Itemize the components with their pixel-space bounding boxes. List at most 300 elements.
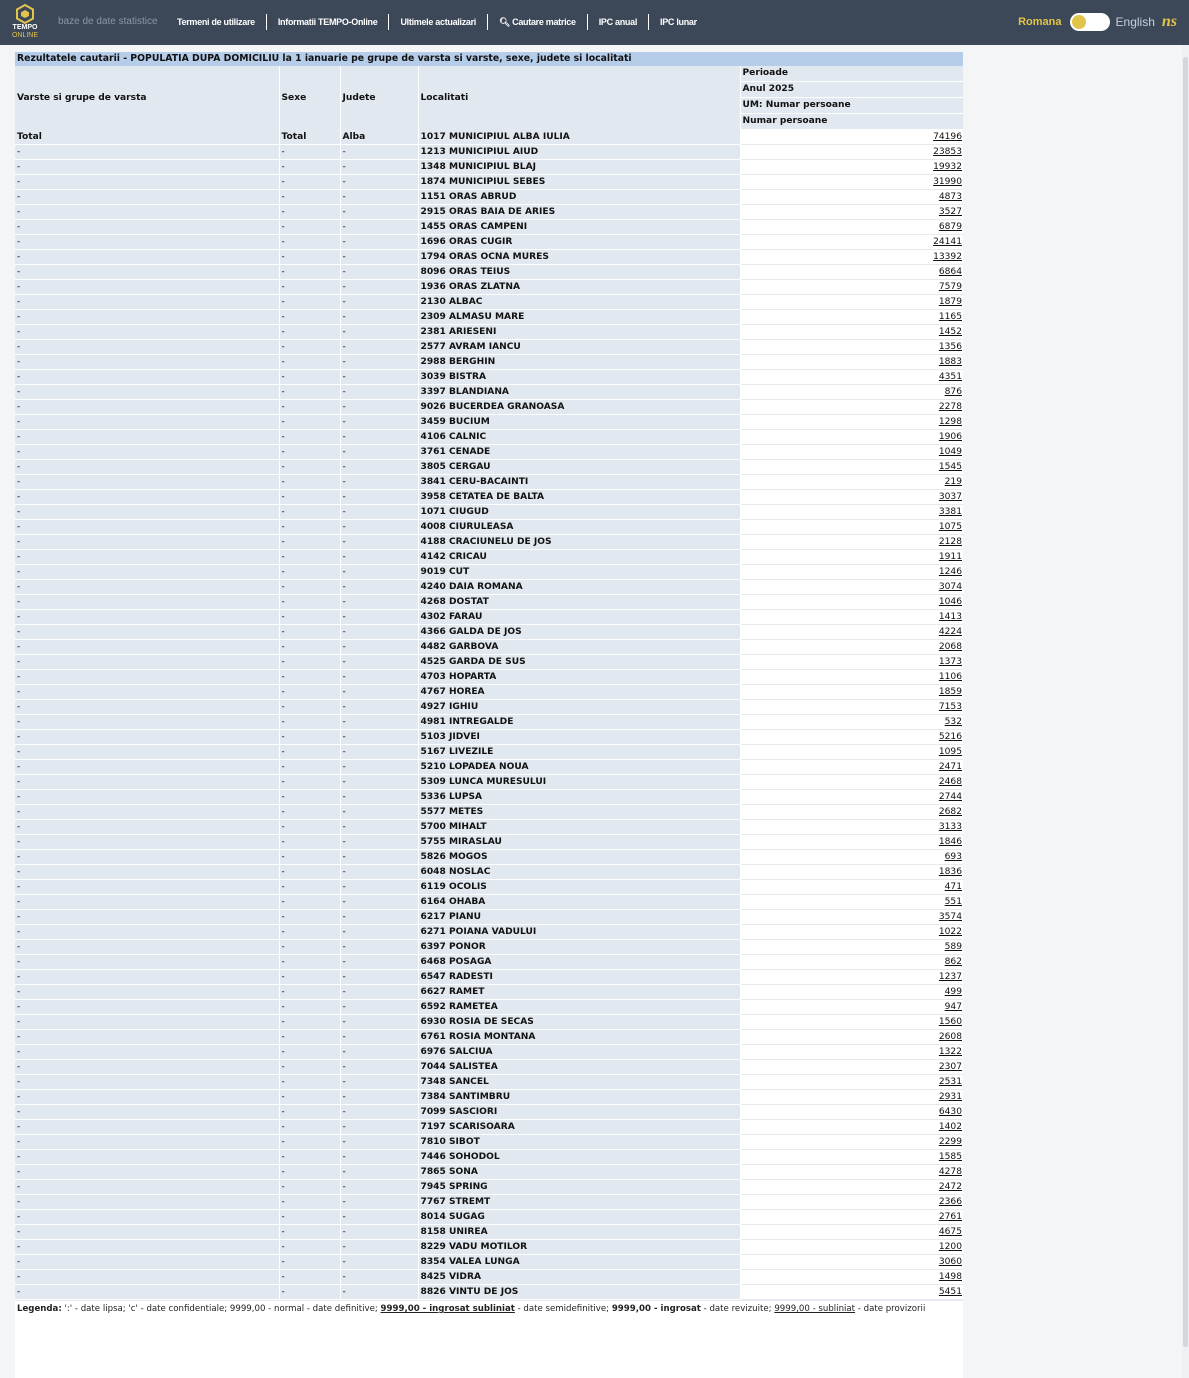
value-cell: [740, 385, 963, 400]
value-cell: [740, 1225, 963, 1240]
county-cell: -: [340, 835, 418, 850]
value-link[interactable]: 13392: [933, 252, 962, 262]
value-link[interactable]: 1046: [938, 597, 962, 607]
locality-cell: 1348 MUNICIPIUL BLAJ: [418, 160, 740, 175]
value-link[interactable]: 2307: [938, 1062, 962, 1072]
sex-cell: -: [279, 1150, 340, 1165]
locality-cell: 2577 AVRAM IANCU: [418, 340, 740, 355]
value-link[interactable]: 2299: [938, 1137, 962, 1147]
value-cell: [740, 1165, 963, 1180]
value-cell: [740, 985, 963, 1000]
locality-cell: 5210 LOPADEA NOUA: [418, 760, 740, 775]
language-english[interactable]: English: [1115, 15, 1155, 29]
table-row: [15, 235, 963, 250]
scrollbar-thumb[interactable]: [1183, 57, 1188, 1347]
value-link[interactable]: 1498: [938, 1272, 962, 1282]
age-cell: -: [15, 985, 279, 1000]
value-link[interactable]: 1373: [938, 657, 962, 667]
value-cell: [740, 625, 963, 640]
nav-ipc-monthly[interactable]: IPC lunar: [660, 17, 697, 27]
age-cell: -: [15, 940, 279, 955]
value-link[interactable]: 499: [944, 987, 962, 997]
county-cell: -: [340, 235, 418, 250]
value-link[interactable]: 1022: [938, 927, 962, 937]
value-link[interactable]: 1883: [938, 357, 962, 367]
col-header-sex: Sexe: [279, 66, 340, 130]
sex-cell: -: [279, 1105, 340, 1120]
county-cell: -: [340, 970, 418, 985]
sex-cell: -: [279, 565, 340, 580]
value-link[interactable]: 2468: [938, 777, 962, 787]
value-link[interactable]: 4278: [938, 1167, 962, 1177]
nav-terms-of-use[interactable]: Termeni de utilizare: [177, 17, 255, 27]
value-link[interactable]: 1585: [938, 1152, 962, 1162]
locality-cell: 1874 MUNICIPIUL SEBES: [418, 175, 740, 190]
value-link[interactable]: 1413: [938, 612, 962, 622]
legend-bold-underlined: 9999,00 - ingrosat subliniat: [380, 1304, 515, 1314]
age-cell: -: [15, 190, 279, 205]
value-link[interactable]: 1911: [938, 552, 962, 562]
county-cell: -: [340, 685, 418, 700]
age-cell: -: [15, 520, 279, 535]
age-cell: -: [15, 355, 279, 370]
county-cell: -: [340, 880, 418, 895]
value-link[interactable]: 5451: [938, 1287, 962, 1297]
age-cell: -: [15, 295, 279, 310]
age-cell: -: [15, 700, 279, 715]
nav-latest-updates[interactable]: Ultimele actualizari: [400, 17, 477, 27]
locality-cell: 1213 MUNICIPIUL AIUD: [418, 145, 740, 160]
sex-cell: -: [279, 235, 340, 250]
value-link[interactable]: 24141: [933, 237, 962, 247]
sex-cell: -: [279, 490, 340, 505]
value-link[interactable]: 471: [944, 882, 962, 892]
age-cell: -: [15, 655, 279, 670]
value-link[interactable]: 2128: [938, 537, 962, 547]
table-row: [15, 670, 963, 685]
value-link[interactable]: 74196: [933, 132, 962, 142]
locality-cell: 4525 GARDA DE SUS: [418, 655, 740, 670]
county-cell: -: [340, 250, 418, 265]
page-scrollbar[interactable]: [1182, 45, 1189, 1378]
value-link[interactable]: 551: [944, 897, 962, 907]
sex-cell: -: [279, 1240, 340, 1255]
age-cell: -: [15, 805, 279, 820]
sex-cell: -: [279, 625, 340, 640]
value-cell: [740, 1015, 963, 1030]
locality-cell: 6627 RAMET: [418, 985, 740, 1000]
age-cell: -: [15, 280, 279, 295]
value-cell: [740, 325, 963, 340]
sex-cell: -: [279, 1030, 340, 1045]
sex-cell: -: [279, 685, 340, 700]
value-link[interactable]: 1906: [938, 432, 962, 442]
county-cell: -: [340, 925, 418, 940]
value-link[interactable]: 1545: [938, 462, 962, 472]
locality-cell: 6930 ROSIA DE SECAS: [418, 1015, 740, 1030]
value-cell: [740, 715, 963, 730]
sex-cell: -: [279, 1090, 340, 1105]
value-link[interactable]: 1859: [938, 687, 962, 697]
legend-text: - date provizorii: [855, 1304, 926, 1314]
value-link[interactable]: 2471: [938, 762, 962, 772]
locality-cell: 4268 DOSTAT: [418, 595, 740, 610]
locality-cell: 7197 SCARISOARA: [418, 1120, 740, 1135]
locality-cell: 9026 BUCERDEA GRANOASA: [418, 400, 740, 415]
sex-cell: -: [279, 835, 340, 850]
value-link[interactable]: 4675: [938, 1227, 962, 1237]
value-link[interactable]: 2531: [938, 1077, 962, 1087]
age-cell: -: [15, 1090, 279, 1105]
value-link[interactable]: 1095: [938, 747, 962, 757]
sex-cell: -: [279, 790, 340, 805]
locality-cell: 5103 JIDVEI: [418, 730, 740, 745]
sex-cell: -: [279, 535, 340, 550]
table-row: [15, 1045, 963, 1060]
value-cell: [740, 280, 963, 295]
age-cell: -: [15, 475, 279, 490]
table-row: [15, 985, 963, 1000]
age-cell: -: [15, 490, 279, 505]
legend-bold: 9999,00 - ingrosat: [611, 1304, 701, 1314]
locality-cell: 5309 LUNCA MURESULUI: [418, 775, 740, 790]
county-cell: -: [340, 1015, 418, 1030]
table-row: [15, 220, 963, 235]
value-link[interactable]: 6864: [938, 267, 962, 277]
county-cell: -: [340, 1240, 418, 1255]
value-link[interactable]: 1836: [938, 867, 962, 877]
value-link[interactable]: 1846: [938, 837, 962, 847]
value-link[interactable]: 31990: [933, 177, 962, 187]
table-row: [15, 1000, 963, 1015]
value-cell: [740, 355, 963, 370]
county-cell: -: [340, 205, 418, 220]
value-link[interactable]: 1200: [938, 1242, 962, 1252]
age-cell: -: [15, 1285, 279, 1300]
county-cell: -: [340, 280, 418, 295]
county-cell: -: [340, 445, 418, 460]
value-link[interactable]: 947: [944, 1002, 962, 1012]
age-cell: -: [15, 1255, 279, 1270]
value-cell: [740, 1105, 963, 1120]
table-row: [15, 415, 963, 430]
value-link[interactable]: 1402: [938, 1122, 962, 1132]
county-cell: -: [340, 1285, 418, 1300]
value-link[interactable]: 862: [944, 957, 962, 967]
value-cell: [740, 190, 963, 205]
county-cell: -: [340, 745, 418, 760]
value-link[interactable]: 1246: [938, 567, 962, 577]
value-cell: [740, 220, 963, 235]
table-row: [15, 475, 963, 490]
county-cell: -: [340, 1000, 418, 1015]
table-row: [15, 565, 963, 580]
value-link[interactable]: 1322: [938, 1047, 962, 1057]
value-link[interactable]: 3037: [938, 492, 962, 502]
locality-cell: 7348 SANCEL: [418, 1075, 740, 1090]
value-cell: [740, 205, 963, 220]
table-row: [15, 1240, 963, 1255]
value-link[interactable]: 3074: [938, 582, 962, 592]
nav-matrix-search-label: Cautare matrice: [512, 16, 576, 27]
value-link[interactable]: 4224: [938, 627, 962, 637]
locality-cell: 6164 OHABA: [418, 895, 740, 910]
locality-cell: 6048 NOSLAC: [418, 865, 740, 880]
value-cell: [740, 790, 963, 805]
age-cell: -: [15, 400, 279, 415]
value-cell: [740, 310, 963, 325]
table-row: [15, 880, 963, 895]
age-cell: -: [15, 1195, 279, 1210]
age-cell: -: [15, 175, 279, 190]
results-panel: [15, 52, 963, 1378]
value-link[interactable]: 4873: [938, 192, 962, 202]
table-row: [15, 1285, 963, 1300]
locality-cell: 5755 MIRASLAU: [418, 835, 740, 850]
sex-cell: -: [279, 445, 340, 460]
locality-cell: 5700 MIHALT: [418, 820, 740, 835]
sex-cell: -: [279, 385, 340, 400]
sex-cell: -: [279, 175, 340, 190]
value-link[interactable]: 3133: [938, 822, 962, 832]
table-row: [15, 1135, 963, 1150]
sex-cell: -: [279, 985, 340, 1000]
sex-cell: -: [279, 1000, 340, 1015]
sex-cell: -: [279, 730, 340, 745]
age-cell: -: [15, 955, 279, 970]
county-cell: -: [340, 1135, 418, 1150]
age-cell: -: [15, 340, 279, 355]
nav-matrix-search[interactable]: [492, 17, 583, 28]
nav-ipc-annual[interactable]: IPC anual: [598, 17, 638, 27]
value-link[interactable]: 5216: [938, 732, 962, 742]
value-link[interactable]: 2472: [938, 1182, 962, 1192]
county-cell: -: [340, 655, 418, 670]
value-cell: [740, 955, 963, 970]
value-cell: [740, 925, 963, 940]
value-link[interactable]: 2278: [938, 402, 962, 412]
county-cell: -: [340, 1045, 418, 1060]
value-link[interactable]: 3574: [938, 912, 962, 922]
age-cell: -: [15, 445, 279, 460]
age-cell: -: [15, 1240, 279, 1255]
county-cell: -: [340, 1105, 418, 1120]
county-cell: -: [340, 895, 418, 910]
county-cell: -: [340, 415, 418, 430]
county-cell: -: [340, 760, 418, 775]
tagline: baze de date statistice: [58, 16, 158, 27]
age-cell: -: [15, 265, 279, 280]
sex-cell: -: [279, 820, 340, 835]
county-cell: -: [340, 175, 418, 190]
table-row: [15, 190, 963, 205]
value-cell: [740, 730, 963, 745]
age-cell: -: [15, 1015, 279, 1030]
locality-cell: 3039 BISTRA: [418, 370, 740, 385]
county-cell: -: [340, 670, 418, 685]
sex-cell: -: [279, 415, 340, 430]
table-row: [15, 550, 963, 565]
value-cell: [740, 295, 963, 310]
age-cell: -: [15, 625, 279, 640]
county-cell: -: [340, 1150, 418, 1165]
value-link[interactable]: 1237: [938, 972, 962, 982]
sex-cell: -: [279, 310, 340, 325]
county-cell: -: [340, 730, 418, 745]
value-cell: [740, 535, 963, 550]
year-header: Anul 2025: [740, 82, 963, 98]
age-cell: -: [15, 415, 279, 430]
value-link[interactable]: 1560: [938, 1017, 962, 1027]
table-row: [15, 385, 963, 400]
table-row: [15, 175, 963, 190]
sex-cell: -: [279, 505, 340, 520]
sex-cell: -: [279, 190, 340, 205]
legend-label: Legenda:: [17, 1304, 62, 1314]
value-link[interactable]: 2744: [938, 792, 962, 802]
value-link[interactable]: 4351: [938, 372, 962, 382]
locality-cell: 8158 UNIREA: [418, 1225, 740, 1240]
value-link[interactable]: 2608: [938, 1032, 962, 1042]
value-link[interactable]: 1106: [938, 672, 962, 682]
locality-cell: 8826 VINTU DE JOS: [418, 1285, 740, 1300]
table-header: [15, 66, 963, 130]
value-link[interactable]: 3060: [938, 1257, 962, 1267]
value-link[interactable]: 1075: [938, 522, 962, 532]
value-link[interactable]: 2366: [938, 1197, 962, 1207]
value-cell: [740, 415, 963, 430]
value-link[interactable]: 1298: [938, 417, 962, 427]
locality-cell: 4482 GARBOVA: [418, 640, 740, 655]
value-link[interactable]: 2931: [938, 1092, 962, 1102]
value-cell: [740, 460, 963, 475]
locality-cell: 3805 CERGAU: [418, 460, 740, 475]
value-link[interactable]: 1356: [938, 342, 962, 352]
table-row: [15, 325, 963, 340]
value-link[interactable]: 1049: [938, 447, 962, 457]
value-cell: [740, 160, 963, 175]
value-link[interactable]: 219: [944, 477, 962, 487]
table-row: [15, 895, 963, 910]
nav-divider: [266, 14, 267, 30]
value-cell: [740, 475, 963, 490]
table-row: [15, 355, 963, 370]
value-link[interactable]: 2068: [938, 642, 962, 652]
sex-cell: -: [279, 805, 340, 820]
table-row: [15, 250, 963, 265]
tempo-online-logo[interactable]: [9, 4, 41, 42]
locality-cell: 1151 ORAS ABRUD: [418, 190, 740, 205]
value-link[interactable]: 876: [944, 387, 962, 397]
locality-cell: 9019 CUT: [418, 565, 740, 580]
locality-cell: 4767 HOREA: [418, 685, 740, 700]
value-link[interactable]: 23853: [933, 147, 962, 157]
locality-cell: 6976 SALCIUA: [418, 1045, 740, 1060]
language-romanian[interactable]: Romana: [1018, 16, 1062, 28]
value-link[interactable]: 3381: [938, 507, 962, 517]
locality-cell: 3397 BLANDIANA: [418, 385, 740, 400]
value-cell: [740, 940, 963, 955]
value-link[interactable]: 693: [944, 852, 962, 862]
value-cell: [740, 895, 963, 910]
value-link[interactable]: 2761: [938, 1212, 962, 1222]
value-link[interactable]: 2682: [938, 807, 962, 817]
table-row: [15, 1120, 963, 1135]
age-cell: -: [15, 1150, 279, 1165]
value-cell: [740, 1030, 963, 1045]
value-cell: [740, 640, 963, 655]
value-cell: [740, 145, 963, 160]
table-row: [15, 745, 963, 760]
table-row: [15, 400, 963, 415]
nav-tempo-info[interactable]: Informatii TEMPO-Online: [277, 17, 378, 27]
age-cell: -: [15, 895, 279, 910]
results-table: [15, 66, 963, 1300]
value-link[interactable]: 1452: [938, 327, 962, 337]
value-link[interactable]: 3527: [938, 207, 962, 217]
value-cell: [740, 910, 963, 925]
value-cell: [740, 445, 963, 460]
value-link[interactable]: 1879: [938, 297, 962, 307]
legend-text: - date revizuite;: [700, 1304, 775, 1314]
age-cell: -: [15, 910, 279, 925]
value-link[interactable]: 7579: [938, 282, 962, 292]
value-link[interactable]: 1165: [938, 312, 962, 322]
sex-cell: -: [279, 475, 340, 490]
value-link[interactable]: 19932: [933, 162, 962, 172]
language-toggle[interactable]: [1070, 13, 1110, 31]
locality-cell: 4188 CRACIUNELU DE JOS: [418, 535, 740, 550]
value-cell: [740, 1150, 963, 1165]
age-cell: -: [15, 385, 279, 400]
value-link[interactable]: 7153: [938, 702, 962, 712]
age-cell: -: [15, 685, 279, 700]
county-cell: -: [340, 505, 418, 520]
sex-cell: -: [279, 1285, 340, 1300]
table-row: [15, 595, 963, 610]
value-link[interactable]: 6430: [938, 1107, 962, 1117]
county-cell: -: [340, 265, 418, 280]
county-cell: -: [340, 595, 418, 610]
value-link[interactable]: 6879: [938, 222, 962, 232]
table-row: [15, 1150, 963, 1165]
value-link[interactable]: 589: [944, 942, 962, 952]
county-cell: -: [340, 535, 418, 550]
toggle-knob: [1072, 15, 1086, 29]
county-cell: -: [340, 355, 418, 370]
sex-cell: -: [279, 880, 340, 895]
value-cell: [740, 1240, 963, 1255]
table-row: [15, 535, 963, 550]
age-cell: -: [15, 730, 279, 745]
county-cell: -: [340, 640, 418, 655]
locality-cell: 6547 RADESTI: [418, 970, 740, 985]
locality-cell: 4142 CRICAU: [418, 550, 740, 565]
table-row: [15, 130, 963, 145]
sex-cell: -: [279, 760, 340, 775]
locality-cell: 8096 ORAS TEIUS: [418, 265, 740, 280]
logo-text-bottom: ONLINE: [11, 32, 39, 39]
table-row: [15, 310, 963, 325]
locality-cell: 7865 SONA: [418, 1165, 740, 1180]
locality-cell: 4703 HOPARTA: [418, 670, 740, 685]
locality-cell: 2915 ORAS BAIA DE ARIES: [418, 205, 740, 220]
value-cell: [740, 580, 963, 595]
value-link[interactable]: 532: [944, 717, 962, 727]
county-cell: -: [340, 295, 418, 310]
locality-cell: 7044 SALISTEA: [418, 1060, 740, 1075]
value-cell: [740, 880, 963, 895]
